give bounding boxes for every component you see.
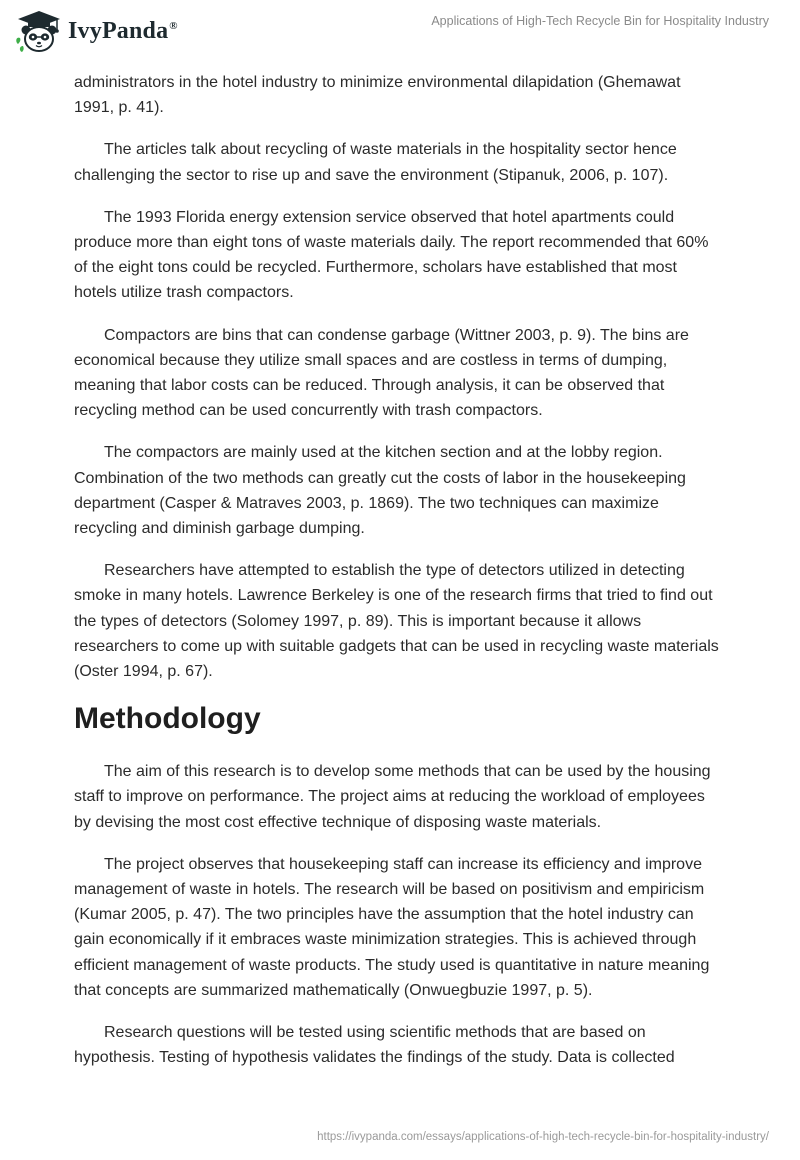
paragraph: Compactors are bins that can condense garbage (Wittner 2003, p. 9). The bins are economical because they utilize small spaces and are costless in terms of dumping, meaning that labor costs can be reduced. Through analysis, it can be observed that recycling method can be used concurrently with trash compactors. bbox=[74, 326, 689, 420]
paragraph: The articles talk about recycling of waste materials in the hospitality sector hence challenging the sector to rise up and save the environment (Stipanuk, 2006, p. 107). bbox=[74, 141, 677, 184]
panda-logo-icon bbox=[14, 8, 64, 54]
source-url[interactable]: https://ivypanda.com/essays/applications-of-high-tech-recycle-bin-for-hospitality-industry/ bbox=[317, 1131, 769, 1143]
brand-name: IvyPanda® bbox=[68, 17, 178, 44]
paragraph: Research questions will be tested using scientific methods that are based on hypothesis. Testing of hypothesis validates the findings of the study. Data is collected bbox=[74, 1024, 675, 1067]
paragraph: Researchers have attempted to establish the type of detectors utilized in detecting smoke in many hotels. Lawrence Berkeley is one of the research firms that tried to find out the types of detectors (Solomey 1997, p. 89). This is important because it allows researchers to come up with suitable gadgets that can be used in recycling waste materials (Oster 1994, p. 67). bbox=[74, 562, 719, 681]
page-header bbox=[0, 0, 800, 70]
paragraph: The aim of this research is to develop some methods that can be used by the housing staff to improve on performance. The project aims at reducing the workload of employees by devising the most cost effective technique of disposing waste materials. bbox=[74, 763, 711, 831]
logo[interactable] bbox=[14, 8, 178, 54]
section-heading: Methodology bbox=[74, 702, 261, 736]
document-title: Applications of High-Tech Recycle Bin for Hospitality Industry bbox=[431, 14, 769, 28]
paragraph: The 1993 Florida energy extension service observed that hotel apartments could produce more than eight tons of waste materials daily. The report recommended that 60% of the eight tons could be recycled. Furthermore, scholars have established that most hotels utilize trash compactors. bbox=[74, 208, 709, 302]
essay-body bbox=[74, 70, 724, 1088]
paragraph: administrators in the hotel industry to minimize environmental dilapidation (Ghemawat 1991, p. 41). bbox=[74, 74, 681, 117]
paragraph: The project observes that housekeeping staff can increase its efficiency and improve management of waste in hotels. The research will be based on positivism and empiricism (Kumar 2005, p. 47). The two principles have the assumption that the hotel industry can gain economically if it embraces waste minimization strategies. This is achieved through efficient management of waste products. The study used is quantitative in nature meaning that concepts are summarized mathematically (Onwuegbuzie 1997, p. 5). bbox=[74, 855, 710, 999]
paragraph: The compactors are mainly used at the kitchen section and at the lobby region. Combination of the two methods can greatly cut the costs of labor in the housekeeping department (Casper & Matraves 2003, p. 1869). The two techniques can maximize recycling and diminish garbage dumping. bbox=[74, 444, 686, 538]
